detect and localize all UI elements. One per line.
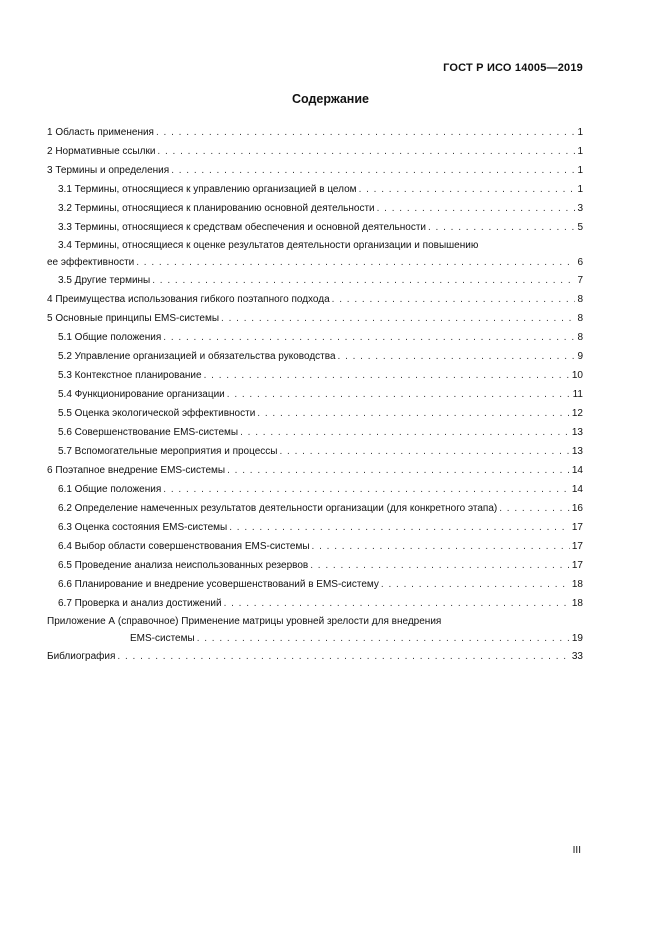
toc-entry-page: 13 <box>571 427 583 438</box>
toc-entry-text: 5.1 Общие положения <box>58 332 162 343</box>
toc-subentry[interactable] <box>47 180 583 199</box>
toc-entry-page: 10 <box>571 370 583 381</box>
toc-entry-text: 6 Поэтапное внедрение EMS-системы <box>47 465 226 476</box>
toc-entry[interactable] <box>47 290 583 309</box>
toc-subentry[interactable] <box>47 347 583 366</box>
toc-entry-text-continued: ее эффективности <box>47 257 135 268</box>
dot-leader <box>229 518 570 537</box>
dot-leader <box>156 123 575 142</box>
toc-entry-text: 3.4 Термины, относящиеся к оценке результатов деятельности организации и повышению <box>58 240 479 251</box>
toc-entry-text: 5.6 Совершенствование EMS-системы <box>58 427 239 438</box>
toc-appendix-entry[interactable] <box>47 613 583 647</box>
toc-entry-text: 5 Основные принципы EMS-системы <box>47 313 220 324</box>
dot-leader <box>240 423 570 442</box>
toc-entry-text: 5.2 Управление организацией и обязательства руководства <box>58 351 336 362</box>
toc-entry-text-continued: EMS-системы <box>130 633 195 644</box>
toc-subentry[interactable] <box>47 480 583 499</box>
toc-subentry[interactable] <box>47 237 583 271</box>
dot-leader <box>377 199 576 218</box>
toc-entry-page: 17 <box>571 560 583 571</box>
dot-leader <box>136 254 575 271</box>
toc-entry[interactable] <box>47 309 583 328</box>
toc-entry-text: Приложение А (справочное) Применение матрицы уровней зрелости для внедрения <box>47 616 442 627</box>
dot-leader <box>312 537 570 556</box>
table-of-contents <box>47 123 583 666</box>
toc-entry-page: 18 <box>571 598 583 609</box>
toc-entry[interactable] <box>47 123 583 142</box>
toc-subentry[interactable] <box>47 537 583 556</box>
toc-subentry[interactable] <box>47 218 583 237</box>
toc-entry-text: 5.5 Оценка экологической эффективности <box>58 408 256 419</box>
dot-leader <box>227 385 571 404</box>
toc-entry-page: 7 <box>577 275 583 286</box>
toc-subentry[interactable] <box>47 442 583 461</box>
toc-entry[interactable] <box>47 461 583 480</box>
toc-subentry[interactable] <box>47 499 583 518</box>
toc-subentry[interactable] <box>47 518 583 537</box>
toc-entry-text: 6.4 Выбор области совершенствования EMS-системы <box>58 541 310 552</box>
dot-leader <box>257 404 570 423</box>
toc-entry-text: 4 Преимущества использования гибкого поэтапного подхода <box>47 294 330 305</box>
dot-leader <box>227 461 570 480</box>
dot-leader <box>204 366 570 385</box>
toc-entry-page: 1 <box>577 146 583 157</box>
toc-entry-text: 3.5 Другие термины <box>58 275 151 286</box>
toc-entry-page: 17 <box>571 522 583 533</box>
toc-entry-text: 2 Нормативные ссылки <box>47 146 156 157</box>
toc-entry-page: 16 <box>571 503 583 514</box>
toc-entry-page: 8 <box>577 332 583 343</box>
toc-subentry[interactable] <box>47 199 583 218</box>
toc-subentry[interactable] <box>47 423 583 442</box>
toc-entry[interactable] <box>47 647 583 666</box>
toc-entry-page: 11 <box>572 389 583 400</box>
toc-entry-page: 5 <box>577 222 583 233</box>
toc-entry-page: 8 <box>577 313 583 324</box>
dot-leader <box>221 309 575 328</box>
dot-leader <box>381 575 570 594</box>
toc-entry-text: 3.1 Термины, относящиеся к управлению организацией в целом <box>58 184 357 195</box>
dot-leader <box>163 328 575 347</box>
toc-entry-page: 14 <box>571 465 583 476</box>
toc-entry-page: 9 <box>577 351 583 362</box>
toc-subentry[interactable] <box>47 271 583 290</box>
dot-leader <box>310 556 570 575</box>
toc-entry-text: 3.3 Термины, относящиеся к средствам обеспечения и основной деятельности <box>58 222 426 233</box>
dot-leader <box>117 647 569 666</box>
toc-entry-page: 1 <box>577 184 583 195</box>
toc-entry-page: 19 <box>571 633 583 644</box>
toc-entry-page: 3 <box>577 203 583 214</box>
toc-entry-page: 33 <box>571 651 583 662</box>
dot-leader <box>163 480 570 499</box>
toc-entry-text: Библиография <box>47 651 116 662</box>
toc-entry-text: 6.7 Проверка и анализ достижений <box>58 598 222 609</box>
toc-entry[interactable] <box>47 161 583 180</box>
dot-leader <box>224 594 570 613</box>
toc-entry-text: 6.6 Планирование и внедрение усовершенствований в EMS-систему <box>58 579 379 590</box>
toc-entry-page: 13 <box>571 446 583 457</box>
toc-subentry[interactable] <box>47 575 583 594</box>
toc-subentry[interactable] <box>47 328 583 347</box>
dot-leader <box>332 290 576 309</box>
toc-entry-text: 6.3 Оценка состояния EMS-системы <box>58 522 228 533</box>
toc-entry-text: 5.7 Вспомогательные мероприятия и процессы <box>58 446 278 457</box>
dot-leader <box>338 347 576 366</box>
toc-entry-text: 6.5 Проведение анализа неиспользованных резервов <box>58 560 309 571</box>
toc-entry-text: 6.2 Определение намеченных результатов деятельности организации (для конкретного этапа) <box>58 503 498 514</box>
toc-entry-page: 17 <box>571 541 583 552</box>
toc-subentry[interactable] <box>47 366 583 385</box>
dot-leader <box>157 142 575 161</box>
toc-entry-text: 3 Термины и определения <box>47 165 170 176</box>
dot-leader <box>171 161 575 180</box>
dot-leader <box>499 499 570 518</box>
toc-entry-text: 5.3 Контекстное планирование <box>58 370 202 381</box>
toc-subentry[interactable] <box>47 594 583 613</box>
toc-entry-page: 18 <box>571 579 583 590</box>
toc-entry-text: 1 Область применения <box>47 127 154 138</box>
toc-subentry[interactable] <box>47 404 583 423</box>
toc-entry-page: 6 <box>577 257 583 268</box>
document-code: ГОСТ Р ИСО 14005—2019 <box>443 62 583 74</box>
toc-entry-page: 1 <box>577 165 583 176</box>
toc-subentry[interactable] <box>47 556 583 575</box>
dot-leader <box>280 442 570 461</box>
toc-entry[interactable] <box>47 142 583 161</box>
dot-leader <box>152 271 575 290</box>
dot-leader <box>197 630 570 647</box>
toc-entry-page: 8 <box>577 294 583 305</box>
toc-entry-page: 12 <box>571 408 583 419</box>
toc-entry-text: 3.2 Термины, относящиеся к планированию основной деятельности <box>58 203 375 214</box>
toc-subentry[interactable] <box>47 385 583 404</box>
toc-entry-page: 1 <box>577 127 583 138</box>
toc-entry-page: 14 <box>571 484 583 495</box>
dot-leader <box>428 218 575 237</box>
dot-leader <box>359 180 576 199</box>
page-number: III <box>572 845 581 856</box>
toc-entry-text: 6.1 Общие положения <box>58 484 162 495</box>
toc-entry-text: 5.4 Функционирование организации <box>58 389 225 400</box>
page-title: Содержание <box>291 92 369 106</box>
